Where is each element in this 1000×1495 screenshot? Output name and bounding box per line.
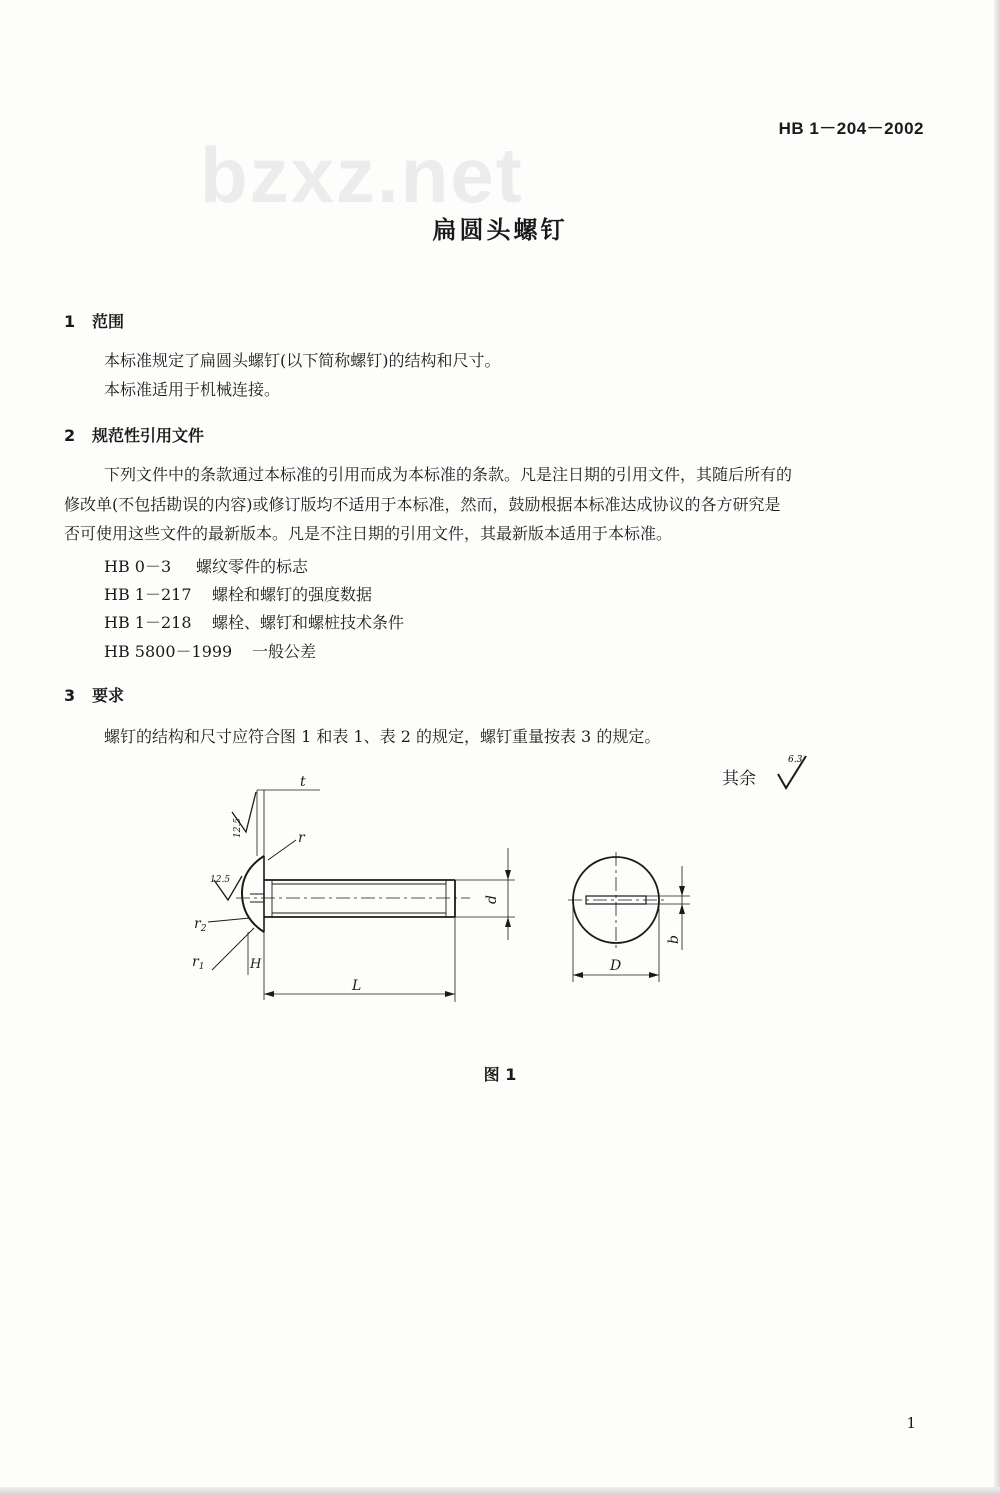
label-r: r [298, 830, 305, 846]
section-title: 规范性引用文件 [92, 426, 205, 445]
label-b: b [666, 935, 682, 944]
reference-code: HB 1－217 [104, 585, 192, 604]
page-edge-bottom [0, 1487, 1000, 1495]
label-d: d [484, 895, 500, 904]
label-r1: $r_1$ [192, 954, 205, 972]
label-D: D [610, 958, 622, 974]
label-roughness-1: 12.5 [233, 817, 243, 838]
reference-name: 一般公差 [252, 642, 317, 661]
section-2-paragraph-line-3: 否可使用这些文件的最新版本。凡是不注日期的引用文件，其最新版本适用于本标准。 [64, 524, 673, 543]
reference-name: 螺栓、螺钉和螺桩技术条件 [212, 613, 405, 632]
section-3-paragraph: 螺钉的结构和尺寸应符合图 1 和表 1、表 2 的规定，螺钉重量按表 3 的规定。 [104, 727, 661, 746]
section-title: 范围 [92, 312, 125, 331]
section-number: 3 [64, 686, 76, 705]
label-roughness-2: 12.5 [210, 875, 231, 885]
reference-name: 螺纹零件的标志 [196, 557, 309, 576]
reference-code: HB 5800－1999 [104, 642, 233, 661]
reference-name: 螺栓和螺钉的强度数据 [212, 585, 373, 604]
section-1-paragraph-1: 本标准规定了扁圆头螺钉(以下简称螺钉)的结构和尺寸。 [104, 351, 501, 370]
label-t: t [300, 774, 306, 790]
roughness-note-label: 其余 [722, 769, 756, 789]
document-code: HB 1－204－2002 [778, 119, 924, 138]
section-number: 1 [64, 312, 76, 331]
reference-code: HB 1－218 [104, 613, 192, 632]
roughness-note-value: 6.3 [788, 755, 803, 765]
section-number: 2 [64, 426, 76, 445]
label-L: L [352, 978, 362, 994]
section-2-paragraph-line-2: 修改单(不包括勘误的内容)或修订版均不适用于本标准，然而，鼓励根据本标准达成协议的各方研究是 [64, 495, 781, 514]
section-title: 要求 [92, 686, 125, 705]
label-H: H [250, 957, 262, 972]
document-title: 扁圆头螺钉 [432, 216, 568, 244]
reference-code: HB 0－3 [104, 557, 172, 576]
section-2-paragraph-line-1: 下列文件中的条款通过本标准的引用而成为本标准的条款。凡是注日期的引用文件，其随后所有的 [104, 465, 793, 484]
page-number: 1 [906, 1414, 916, 1432]
figure-caption: 图 1 [483, 1065, 517, 1084]
watermark: bzxz.net [200, 131, 524, 219]
label-r2: $r_2$ [194, 916, 207, 934]
section-1-paragraph-2: 本标准适用于机械连接。 [104, 380, 281, 399]
